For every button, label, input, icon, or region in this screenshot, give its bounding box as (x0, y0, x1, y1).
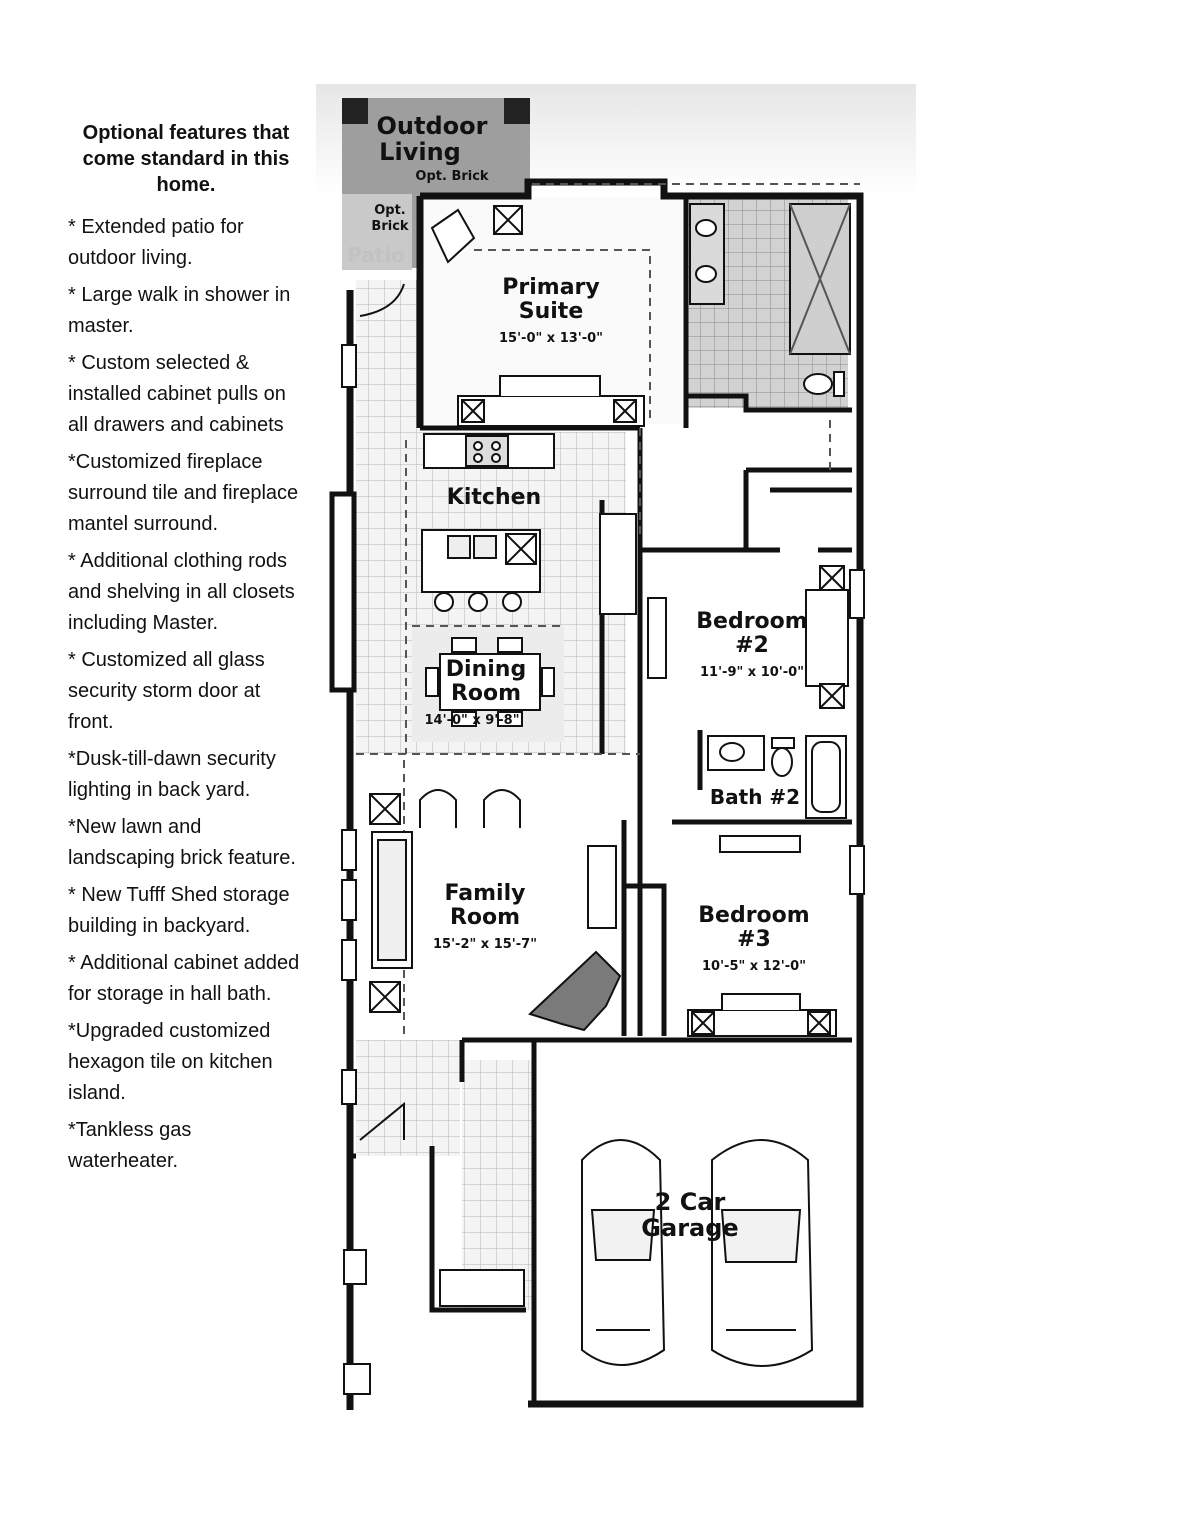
feature-item: * Additional clothing rods and shelving in all closets including Master. (68, 550, 295, 634)
outdoor-living-label-2: Living (379, 138, 461, 166)
dining-room-label-2: Room (450, 681, 522, 706)
bedroom3-size: 10'-5" x 12'-0" (701, 959, 807, 974)
dining-room-size: 14'-0" x 9'-8" (424, 713, 520, 728)
feature-item: * Large walk in shower in master. (68, 284, 291, 337)
bay-window (332, 494, 354, 690)
feature-item: * Custom selected & installed cabinet pulls on all drawers and cabinets (68, 352, 286, 436)
garage-label-2: Garage (641, 1214, 739, 1242)
features-heading: Optional features that come standard in this home. (82, 122, 290, 196)
feature-item: * Additional cabinet added for storage in hall bath. (68, 952, 300, 1005)
feature-item: *Dusk-till-dawn security lighting in back yard. (68, 748, 276, 801)
dining-room-label: Dining (445, 657, 527, 682)
feature-item: * Extended patio for outdoor living. (68, 216, 244, 269)
bath2-label: Bath #2 (709, 785, 801, 809)
hall-tile (356, 280, 420, 440)
patio-label: Patio (347, 243, 405, 267)
family-room-label: Family (444, 881, 526, 906)
entry-tile (356, 1040, 460, 1156)
feature-item: *Customized fireplace surround tile and fireplace mantel surround. (68, 451, 299, 535)
feature-item: *Tankless gas waterheater. (68, 1119, 192, 1172)
feature-item: * Customized all glass security storm door at front. (68, 649, 265, 733)
feature-item: *Upgraded customized hexagon tile on kitchen island. (68, 1020, 273, 1104)
family-room-label-2: Room (449, 905, 521, 930)
outdoor-living-label: Outdoor (376, 112, 488, 140)
opt-brick-side-label-2: Brick (371, 219, 409, 234)
features-list (68, 212, 304, 1177)
primary-suite-size: 15'-0" x 13'-0" (498, 331, 604, 346)
feature-item: * New Tufff Shed storage building in backyard. (68, 884, 290, 937)
bedroom3-label: Bedroom (698, 903, 810, 928)
feature-item: *New lawn and landscaping brick feature. (68, 816, 296, 869)
opt-brick-top-label: Opt. Brick (415, 169, 489, 184)
opt-brick-side-label: Opt. (374, 203, 406, 218)
features-panel (68, 120, 304, 1183)
bedroom2-label-2: #2 (735, 633, 769, 658)
bedroom3-label-2: #3 (737, 927, 771, 952)
family-room-size: 15'-2" x 15'-7" (432, 937, 538, 952)
kitchen-label: Kitchen (446, 485, 542, 510)
bedroom2-label: Bedroom (696, 609, 808, 634)
garage-label: 2 Car (654, 1188, 726, 1216)
primary-suite-label: Primary (502, 275, 600, 300)
floor-plan (316, 82, 916, 1412)
bedroom2-size: 11'-9" x 10'-0" (699, 665, 805, 680)
primary-suite-label-2: Suite (518, 299, 584, 324)
